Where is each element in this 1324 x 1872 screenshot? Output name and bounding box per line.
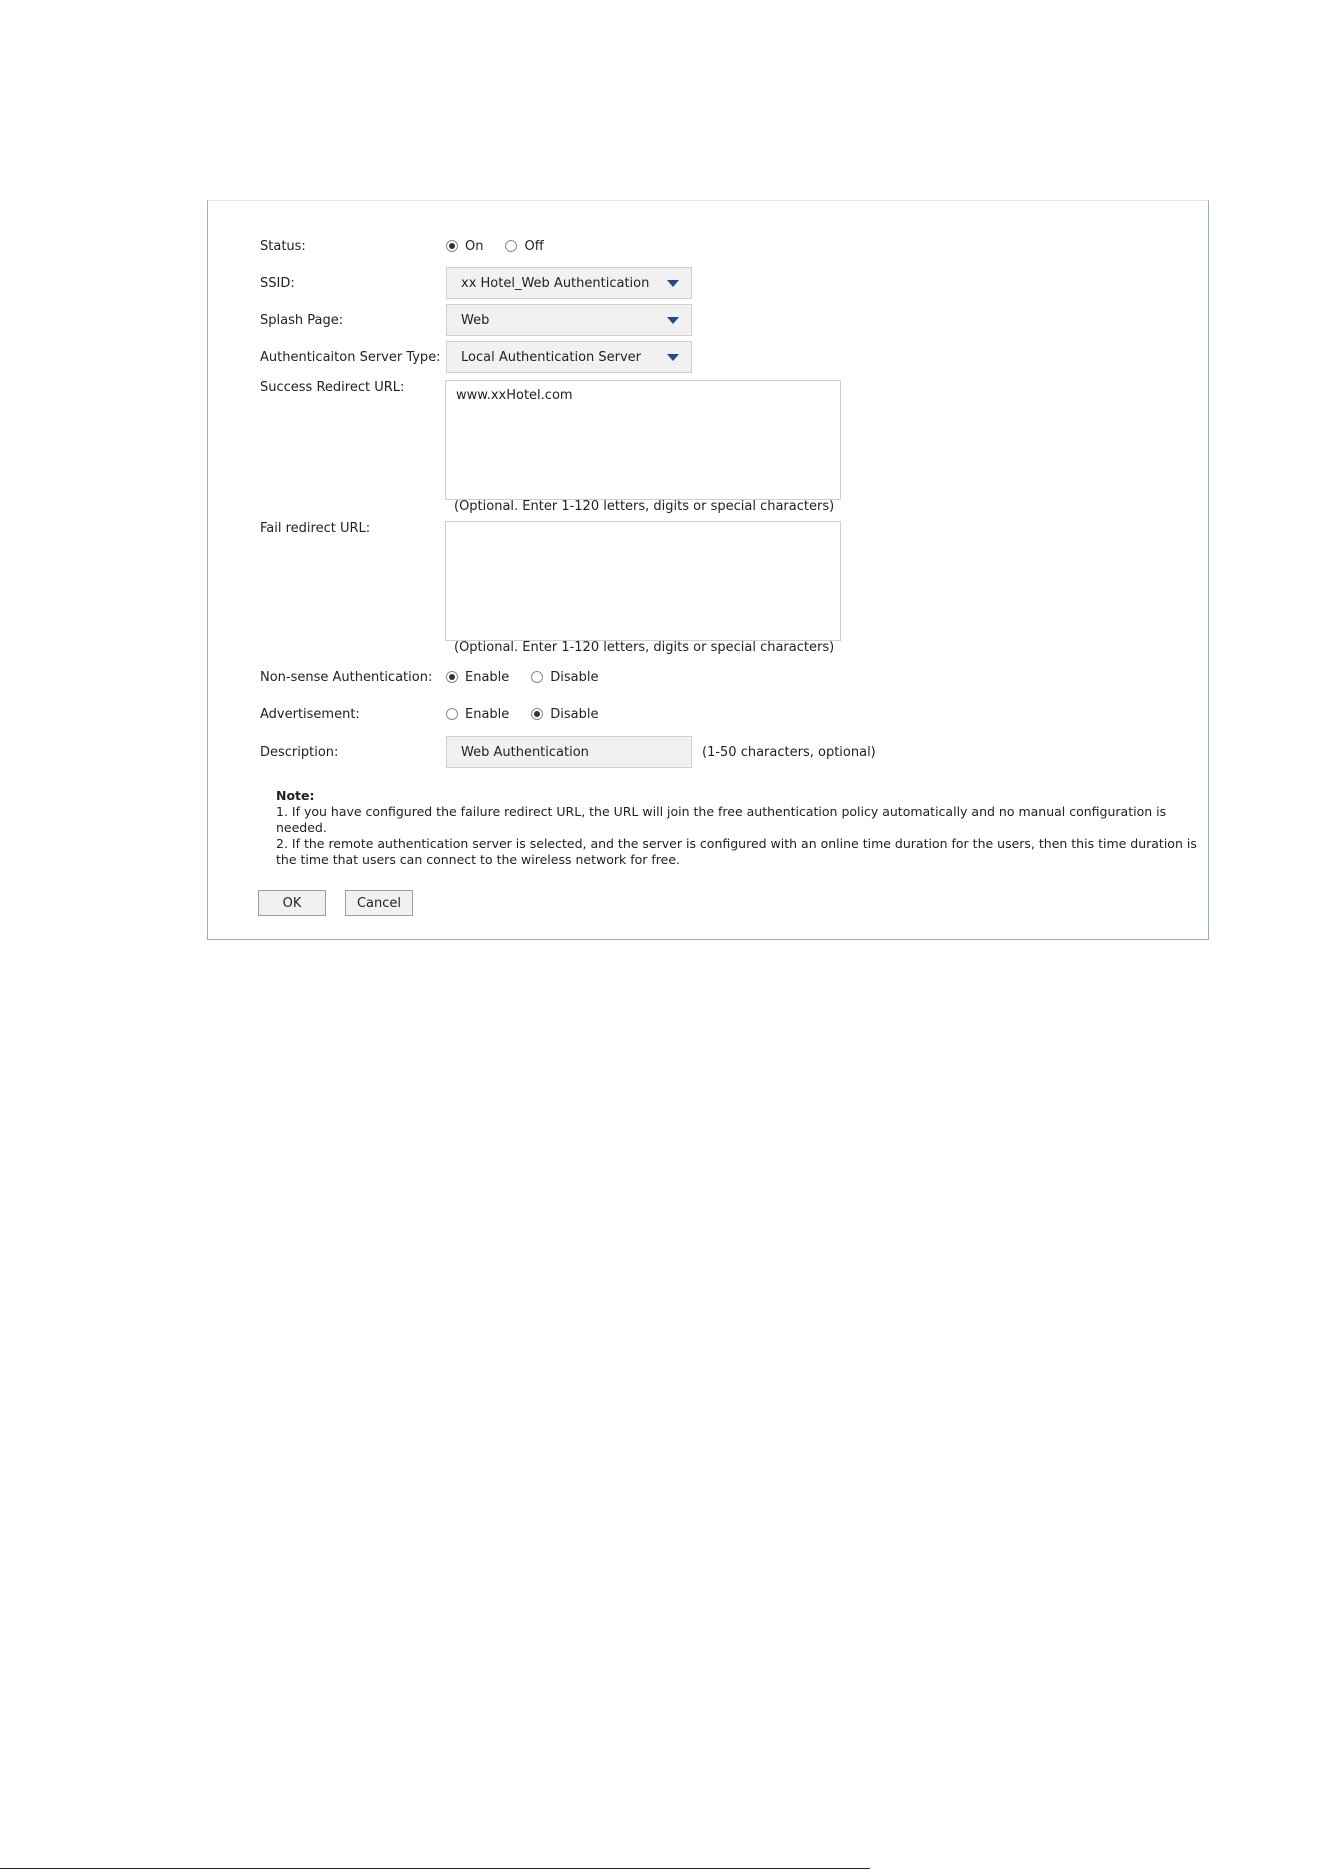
fail-redirect-hint: (Optional. Enter 1-120 letters, digits or special characters) [454,640,835,655]
status-on-label: On [465,238,484,254]
status-on-option[interactable] [446,239,483,254]
chevron-down-icon[interactable] [667,354,679,361]
advertisement-enable-label: Enable [465,706,510,722]
non-sense-auth-enable-label: Enable [465,669,510,685]
page-footer-divider [0,1868,870,1869]
non-sense-auth-enable-radio[interactable] [446,671,458,683]
non-sense-auth-disable-option[interactable] [531,670,598,685]
ssid-label: SSID: [260,275,295,291]
fail-redirect-label: Fail redirect URL: [260,521,371,536]
status-off-label: Off [524,238,544,254]
note-line-2: 2. If the remote authentication server is selected, and the server is configured with an online time duration for the users, then this time duration is the time that users can connect to the wireless network for free. [276,836,1197,867]
note-block [276,788,1202,868]
non-sense-auth-label: Non-sense Authentication: [260,669,433,685]
fail-redirect-textarea[interactable] [445,521,841,641]
success-redirect-label: Success Redirect URL: [260,380,405,395]
description-label: Description: [260,744,339,760]
ssid-select[interactable] [446,267,692,299]
splash-page-select[interactable] [446,304,692,336]
status-label: Status: [260,238,306,254]
cancel-button[interactable]: Cancel [345,890,413,916]
advertisement-enable-radio[interactable] [446,708,458,720]
splash-page-select-value: Web [461,312,490,328]
advertisement-disable-option[interactable] [531,707,598,722]
auth-server-type-select-value: Local Authentication Server [461,349,642,365]
non-sense-auth-disable-label: Disable [550,669,599,685]
splash-page-label: Splash Page: [260,312,344,328]
advertisement-disable-radio[interactable] [531,708,543,720]
non-sense-auth-disable-radio[interactable] [531,671,543,683]
non-sense-auth-enable-option[interactable] [446,670,509,685]
non-sense-auth-radio-group [446,670,621,685]
ok-button[interactable]: OK [258,890,326,916]
auth-server-type-label: Authenticaiton Server Type: [260,349,441,365]
ssid-select-value: xx Hotel_Web Authentication [461,275,650,291]
chevron-down-icon[interactable] [667,317,679,324]
advertisement-radio-group [446,707,621,722]
status-row [260,230,566,262]
auth-server-type-select[interactable] [446,341,692,373]
status-off-option[interactable] [505,239,543,254]
note-title: Note: [276,788,315,803]
description-hint: (1-50 characters, optional) [702,744,876,760]
status-on-radio[interactable] [446,240,458,252]
status-radio-group [446,239,566,254]
advertisement-label: Advertisement: [260,706,360,722]
advertisement-disable-label: Disable [550,706,599,722]
chevron-down-icon[interactable] [667,280,679,287]
advertisement-enable-option[interactable] [446,707,509,722]
success-redirect-hint: (Optional. Enter 1-120 letters, digits or special characters) [454,499,835,514]
success-redirect-textarea[interactable] [445,380,841,500]
web-auth-config-panel [207,200,1209,940]
note-line-1: 1. If you have configured the failure redirect URL, the URL will join the free authentication policy automatically and no manual configuration is needed. [276,804,1167,835]
non-sense-auth-row [260,661,621,693]
description-row [260,736,876,768]
description-input[interactable] [446,736,692,768]
auth-server-type-row [260,341,692,373]
ssid-row [260,267,692,299]
splash-page-row [260,304,692,336]
advertisement-row [260,698,621,730]
status-off-radio[interactable] [505,240,517,252]
